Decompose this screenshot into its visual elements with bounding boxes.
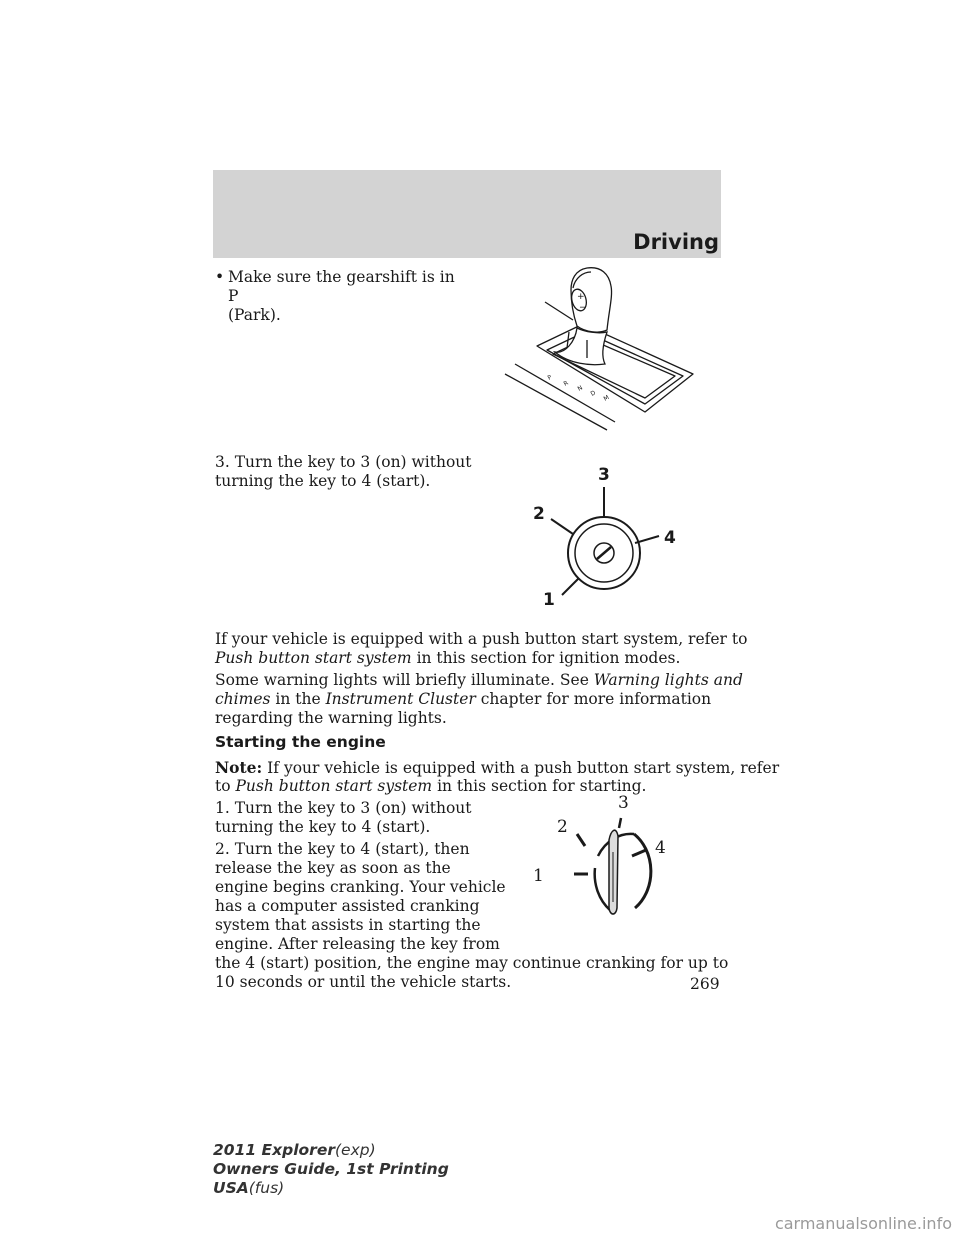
warning-line-1 bbox=[215, 671, 743, 690]
warning-text-3: chapter for more information bbox=[475, 690, 712, 708]
footer-market-code: (fus) bbox=[248, 1179, 285, 1197]
step2-line-5: system that assists in starting the bbox=[215, 916, 481, 934]
section-header-band bbox=[213, 170, 721, 258]
footer-line-1 bbox=[213, 1141, 449, 1160]
warning-ref-2: Instrument Cluster bbox=[325, 690, 476, 708]
step3-line-2: turning the key to 4 (start). bbox=[215, 472, 431, 490]
footer-model-code: (exp) bbox=[334, 1141, 376, 1159]
shifter-minus-symbol: − bbox=[579, 303, 587, 313]
step2-line-1: 2. Turn the key to 4 (start), then bbox=[215, 840, 470, 858]
bullet-item-gearshift bbox=[215, 268, 465, 325]
ignition-switch-illustration-1 bbox=[515, 455, 695, 610]
ignition2-label-2: 2 bbox=[557, 817, 568, 837]
step1-line-1: 1. Turn the key to 3 (on) without bbox=[215, 799, 472, 817]
warning-line-3: regarding the warning lights. bbox=[215, 709, 447, 727]
step1-line-2: turning the key to 4 (start). bbox=[215, 818, 431, 836]
warning-text-1: Some warning lights will briefly illuminate. See bbox=[215, 671, 594, 689]
gate-letter-m: M bbox=[602, 394, 611, 403]
warning-line-2 bbox=[215, 690, 711, 709]
section-title: Driving bbox=[633, 230, 719, 254]
push-button-line-2-rest: in this section for ignition modes. bbox=[411, 649, 681, 667]
gate-letter-d: D bbox=[589, 389, 598, 398]
ignition2-label-4: 4 bbox=[655, 838, 666, 858]
page-number: 269 bbox=[690, 975, 720, 993]
warning-text-2: in the bbox=[270, 690, 326, 708]
warning-ref-1: Warning lights and bbox=[593, 671, 743, 689]
ignition2-label-3: 3 bbox=[618, 793, 629, 813]
ignition-switch-illustration-2 bbox=[520, 790, 700, 920]
footer-model: 2011 Explorer bbox=[213, 1141, 335, 1159]
step2-line-2: release the key as soon as the bbox=[215, 859, 451, 877]
document-footer bbox=[213, 1141, 449, 1198]
ignition-label-4: 4 bbox=[664, 528, 676, 548]
footer-line-2 bbox=[213, 1160, 449, 1179]
gearshift-illustration bbox=[495, 262, 695, 440]
push-button-link: Push button start system bbox=[215, 649, 412, 667]
ignition2-label-1: 1 bbox=[533, 866, 544, 886]
gate-letter-p: P bbox=[546, 373, 554, 382]
note-line-1-rest: If your vehicle is equipped with a push button start system, refer bbox=[262, 759, 780, 777]
footer-market: USA bbox=[213, 1179, 249, 1197]
bullet-dot: • bbox=[215, 268, 225, 286]
footer-guide: Owners Guide, 1st Printing bbox=[213, 1160, 449, 1178]
step3-line-1: 3. Turn the key to 3 (on) without bbox=[215, 453, 472, 471]
gate-letter-r: R bbox=[562, 379, 570, 388]
bullet-line-2: (Park). bbox=[228, 306, 281, 324]
footer-line-3 bbox=[213, 1179, 449, 1198]
step2-line-6: engine. After releasing the key from bbox=[215, 935, 500, 953]
bullet-line-1: Make sure the gearshift is in P bbox=[228, 268, 455, 305]
note-line-2-rest: in this section for starting. bbox=[432, 777, 647, 795]
step2-line-8: 10 seconds or until the vehicle starts. bbox=[215, 973, 512, 991]
note-link: Push button start system bbox=[235, 777, 433, 795]
shifter-plus-symbol: + bbox=[577, 292, 585, 302]
warning-ref-1b: chimes bbox=[215, 690, 271, 708]
ignition-label-2: 2 bbox=[533, 504, 545, 524]
gate-letter-n: N bbox=[576, 384, 584, 393]
note-label: Note: bbox=[215, 758, 263, 777]
ignition-label-3: 3 bbox=[598, 465, 610, 485]
note-line-1 bbox=[215, 758, 779, 778]
push-button-line-1: If your vehicle is equipped with a push button start system, refer to bbox=[215, 630, 748, 648]
push-button-line-2 bbox=[215, 649, 680, 668]
ignition-label-1: 1 bbox=[543, 590, 555, 610]
step2-line-7: the 4 (start) position, the engine may continue cranking for up to bbox=[215, 954, 729, 972]
note-line-2-start: to bbox=[215, 777, 236, 795]
step2-line-4: has a computer assisted cranking bbox=[215, 897, 480, 915]
starting-engine-heading: Starting the engine bbox=[215, 733, 386, 751]
step2-line-3: engine begins cranking. Your vehicle bbox=[215, 878, 506, 896]
watermark-text: carmanualsonline.info bbox=[774, 1214, 952, 1233]
